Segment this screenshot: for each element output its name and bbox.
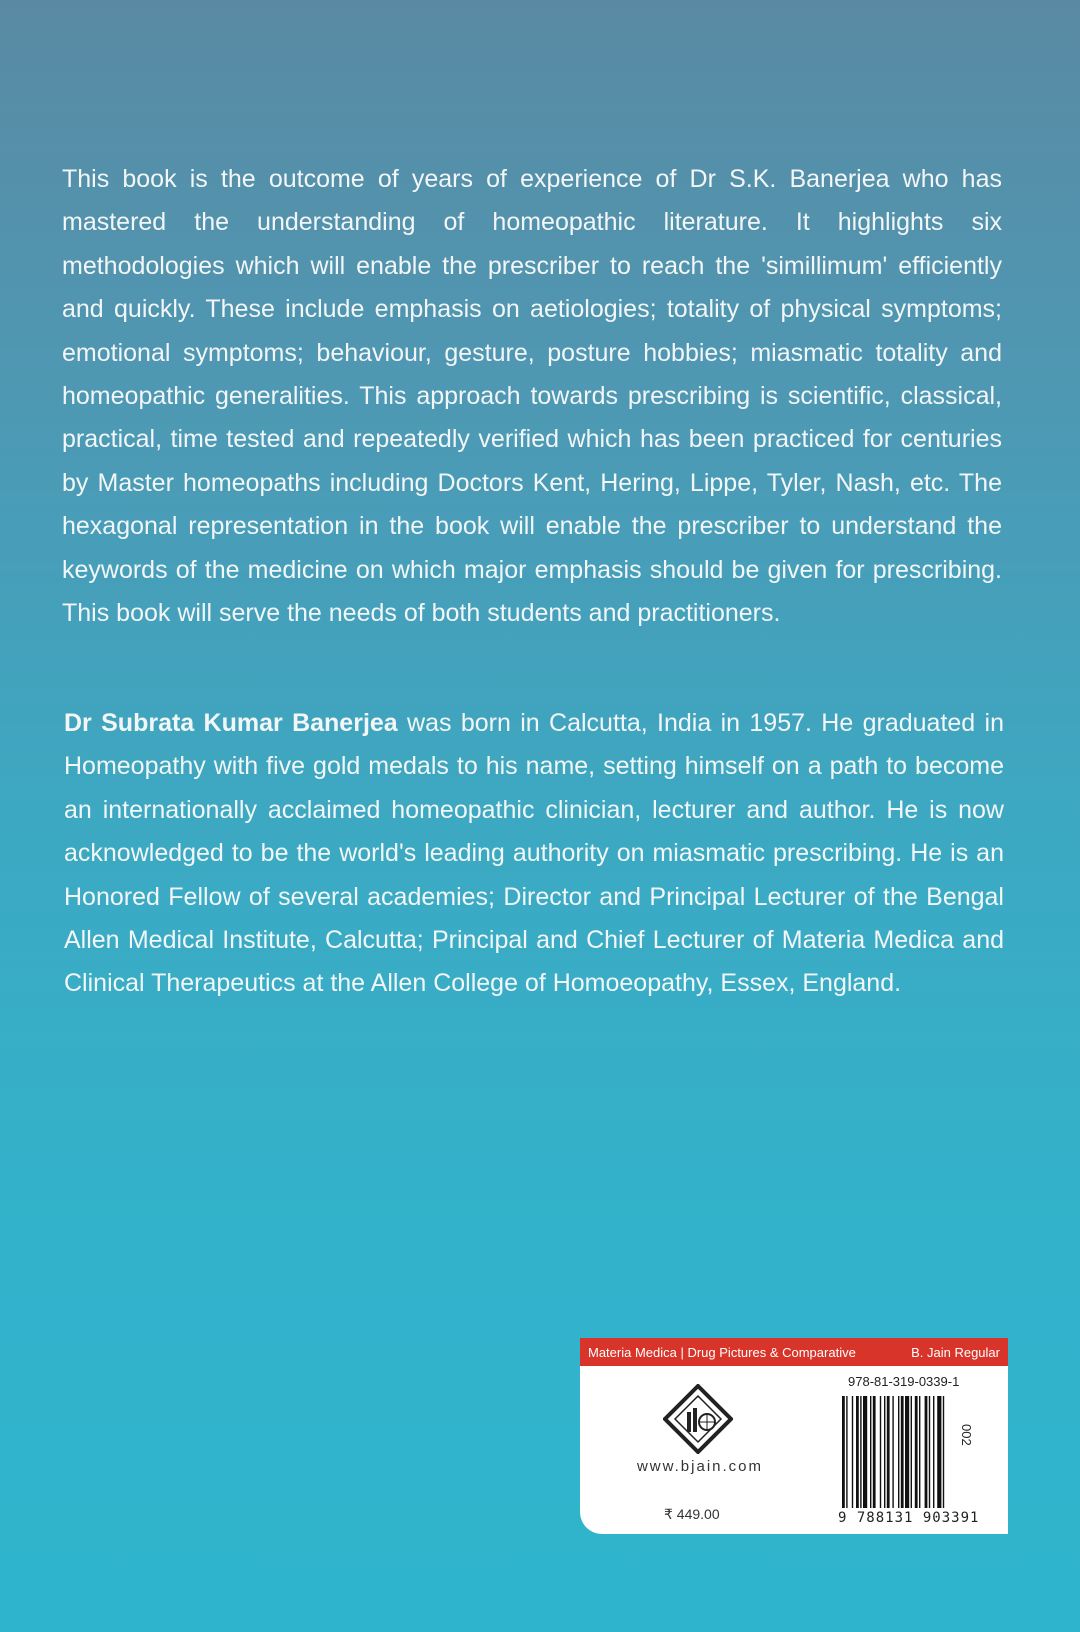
category-strip [580,1338,1008,1366]
barcode-bar [937,1396,941,1508]
publisher-barcode-box [580,1338,1008,1534]
barcode-bar [933,1396,934,1508]
barcode-bar [880,1396,881,1508]
barcode-bar [846,1396,847,1508]
author-bio-text: was born in Calcutta, India in 1957. He graduated in Homeopathy with five gold medals to his name, setting himself on a path to become an internationally acclaimed homeopathic clinician, lecturer and author. He is now acknowledged to be the world's leading authority on miasmatic prescribing. He is an Honored Fellow of several academies; Director and Principal Lecturer of the Bengal Allen Medical Institute, Calcutta; Principal and Chief Lecturer of Materia Medica and Clinical Therapeutics at the Allen College of Homoeopathy, Essex, England. [64,709,1004,998]
barcode-digits: 9 788131 903391 [838,1510,980,1526]
barcode-graphic [842,1396,974,1508]
barcode-bar [856,1396,859,1508]
book-price: ₹ 449.00 [664,1506,720,1522]
publisher-logo-icon [663,1384,733,1454]
barcode-bar [842,1396,845,1508]
isbn-number: 978-81-319-0339-1 [848,1374,960,1389]
book-description: This book is the outcome of years of experience of Dr S.K. Banerjea who has mastered the understanding of homeopathic literature. It highlights six methodologies which will enable the prescriber to reach the 'simillimum' efficiently and quickly. These include emphasis on aetiologies; totality of physical symptoms; emotional symptoms; behaviour, gesture, posture hobbies; miasmatic totality and homeopathic generalities. This approach towards prescribing is scientific, classical, practical, time tested and repeatedly verified which has been practiced for centuries by Master homeopaths including Doctors Kent, Hering, Lippe, Tyler, Nash, etc. The hexagonal representation in the book will enable the prescriber to understand the keywords of the medicine on which major emphasis should be given for prescribing. This book will serve the needs of both students and practitioners. [62,165,1002,628]
barcode-bar [905,1396,909,1508]
barcode-bar [852,1396,853,1508]
author-name: Dr Subrata Kumar Banerjea [64,709,398,737]
barcode-bar [887,1396,890,1508]
barcode-bar [925,1396,928,1508]
barcode-bar [898,1396,899,1508]
barcode-bar [884,1396,885,1508]
edition-label: B. Jain Regular [911,1344,1000,1360]
publisher-website: www.bjain.com [636,1458,764,1475]
barcode-bar [915,1396,918,1508]
barcode-bar [873,1396,876,1508]
barcode-bar [870,1396,871,1508]
barcode-bar [943,1396,944,1508]
category-label: Materia Medica | Drug Pictures & Comparative [588,1344,856,1360]
author-bio [64,702,1004,1006]
barcode-addon-code: 002 [959,1424,974,1446]
barcode-bar [863,1396,867,1508]
barcode-bar [911,1396,912,1508]
barcode-bar [919,1396,920,1508]
barcode-bar [901,1396,904,1508]
barcode-bar [892,1396,893,1508]
barcode-bar [929,1396,930,1508]
barcode-bar [860,1396,861,1508]
